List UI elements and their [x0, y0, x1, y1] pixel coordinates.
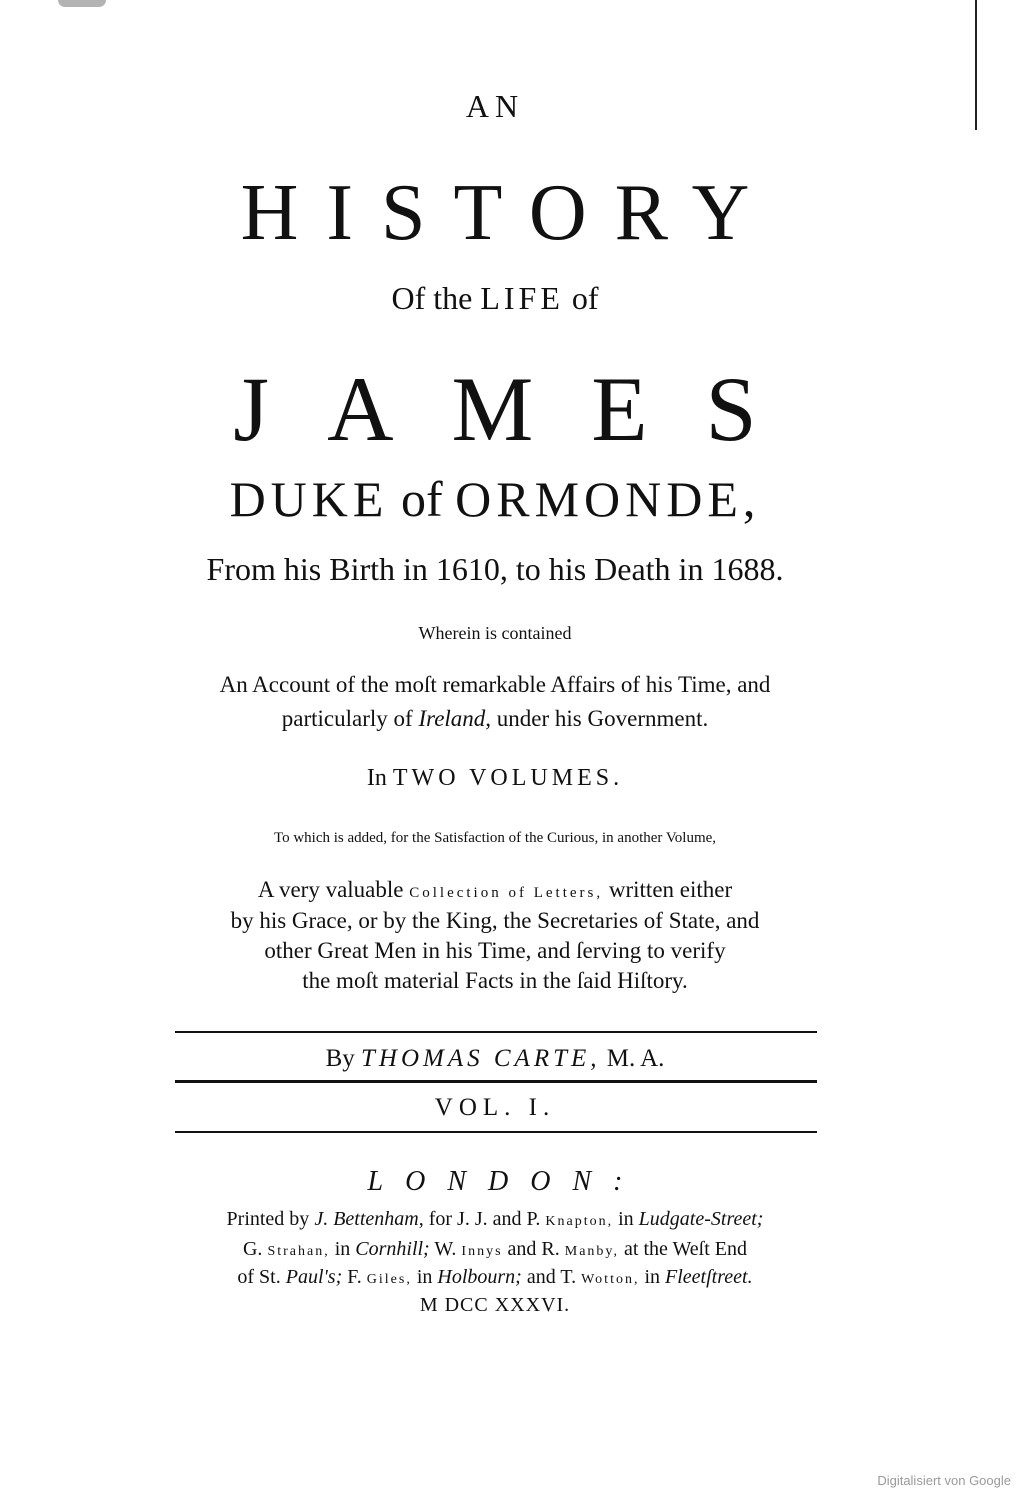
two-volumes: In TWO VOLUMES.: [366, 765, 624, 791]
imprint-year: M DCC XXXVI.: [419, 1294, 571, 1316]
scan-smudge: [58, 0, 106, 7]
account-line-2: particularly of Ireland, under his Government.: [281, 706, 709, 731]
imprint-line-2: G. Strahan, in Cornhill; W. Innys and R. Manby, at the Weſt End: [242, 1238, 748, 1260]
subtitle-birth-death: From his Birth in 1610, to his Death in 1688.: [206, 551, 784, 587]
imprint-line-3: of St. Paul's; F. Giles, in Holbourn; and T. Wotton, in Fleetſtreet.: [237, 1266, 753, 1288]
added-volume-note: To which is added, for the Satisfaction of the Curious, in another Volume,: [273, 830, 717, 846]
imprint-place: LONDON:: [367, 1166, 645, 1197]
volume-number: VOL. I.: [434, 1094, 556, 1121]
collection-line-2: by his Grace, or by the King, the Secretaries of State, and: [230, 908, 760, 933]
digitization-watermark: Digitalisiert von Google: [877, 1473, 1011, 1488]
title-james: JAMES: [233, 358, 815, 460]
rule-above-volume: [175, 1080, 817, 1083]
title-history: HISTORY: [240, 169, 778, 257]
title-duke-of-ormonde: DUKE of ORMONDE,: [229, 471, 761, 527]
rule-below-volume: [175, 1131, 817, 1133]
account-line-1: An Account of the moſt remarkable Affairs of his Time, and: [219, 672, 771, 697]
imprint-line-1: Printed by J. Bettenham, for J. J. and P. Knapton, in Ludgate-Street;: [226, 1208, 764, 1230]
collection-line-1: A very valuable Collection of Letters, written either: [257, 877, 733, 902]
collection-line-3: other Great Men in his Time, and ſerving to verify: [264, 938, 726, 963]
title-of-the-life: Of the LIFE of: [391, 280, 599, 316]
rule-above-author: [175, 1031, 817, 1033]
collection-line-4: the moſt material Facts in the ſaid Hiſtory.: [302, 968, 688, 993]
wherein-contained: Wherein is contained: [418, 623, 572, 643]
title-an: AN: [465, 88, 525, 124]
author-line: By THOMAS CARTE, M. A.: [325, 1045, 665, 1072]
